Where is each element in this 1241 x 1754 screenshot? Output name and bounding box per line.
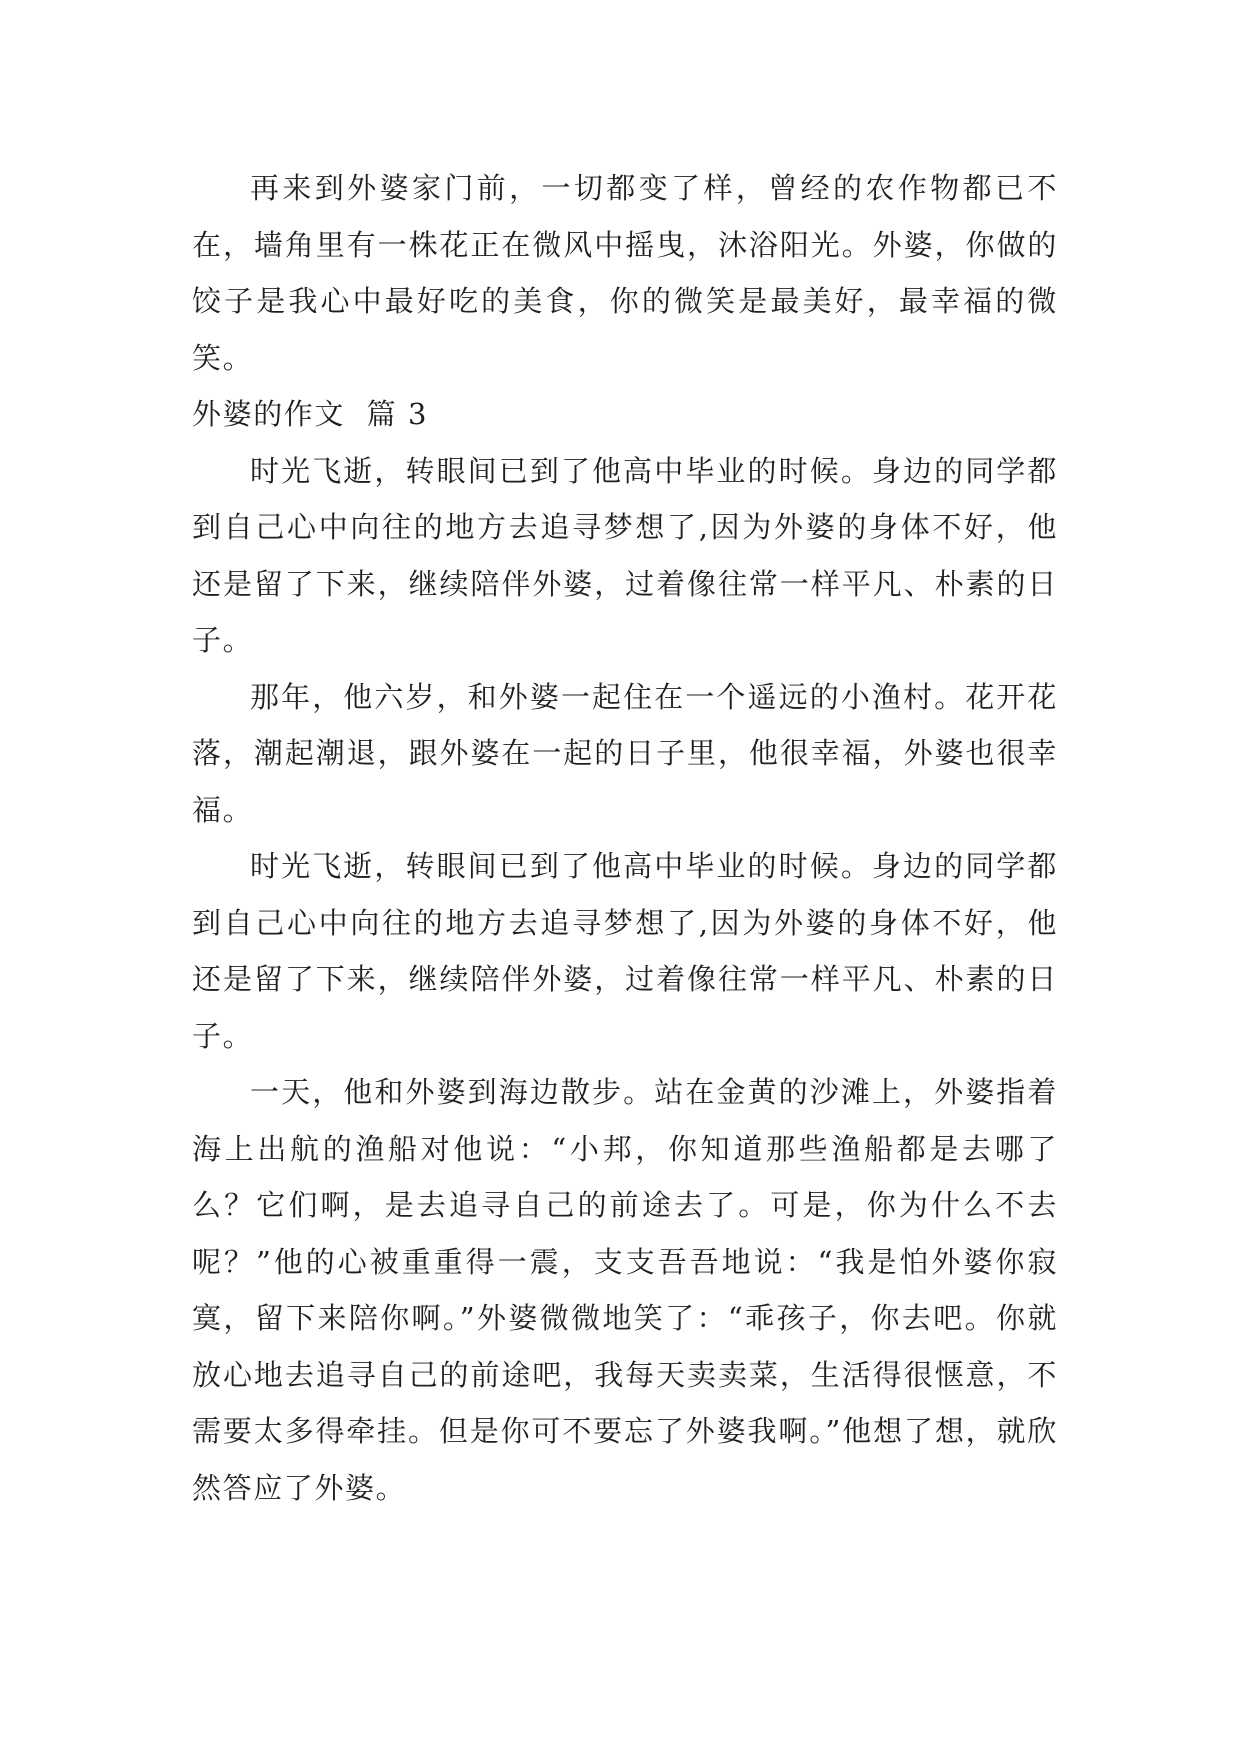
section-heading: 外婆的作文 篇 3 bbox=[192, 397, 429, 431]
paragraph: 那年，他六岁，和外婆一起住在一个遥远的小渔村。花开花落，潮起潮退，跟外婆在一起的日子里，他很幸福，外婆也很幸福。 bbox=[192, 679, 1058, 827]
document-body bbox=[192, 160, 1058, 1516]
paragraph: 时光飞逝，转眼间已到了他高中毕业的时候。身边的同学都到自己心中向往的地方去追寻梦想了,因为外婆的身体不好，他还是留了下来，继续陪伴外婆，过着像往常一样平凡、朴素的日子。 bbox=[192, 453, 1058, 657]
paragraph: 再来到外婆家门前，一切都变了样，曾经的农作物都已不在，墙角里有一株花正在微风中摇曳，沐浴阳光。外婆，你做的饺子是我心中最好吃的美食，你的微笑是最美好，最幸福的微笑。 bbox=[192, 171, 1058, 375]
paragraph: 时光飞逝，转眼间已到了他高中毕业的时候。身边的同学都到自己心中向往的地方去追寻梦想了,因为外婆的身体不好，他还是留了下来，继续陪伴外婆，过着像往常一样平凡、朴素的日子。 bbox=[192, 849, 1058, 1053]
paragraph: 一天，他和外婆到海边散步。站在金黄的沙滩上，外婆指着海上出航的渔船对他说：“小邦，你知道那些渔船都是去哪了么？它们啊，是去追寻自己的前途去了。可是，你为什么不去呢？”他的心被重重得一震，支支吾吾地说：“我是怕外婆你寂寞，留下来陪你啊。”外婆微微地笑了：“乖孩子，你去吧。你就放心地去追寻自己的前途吧，我每天卖卖菜，生活得很惬意，不需要太多得牵挂。但是你可不要忘了外婆我啊。”他想了想，就欣然答应了外婆。 bbox=[192, 1075, 1058, 1505]
